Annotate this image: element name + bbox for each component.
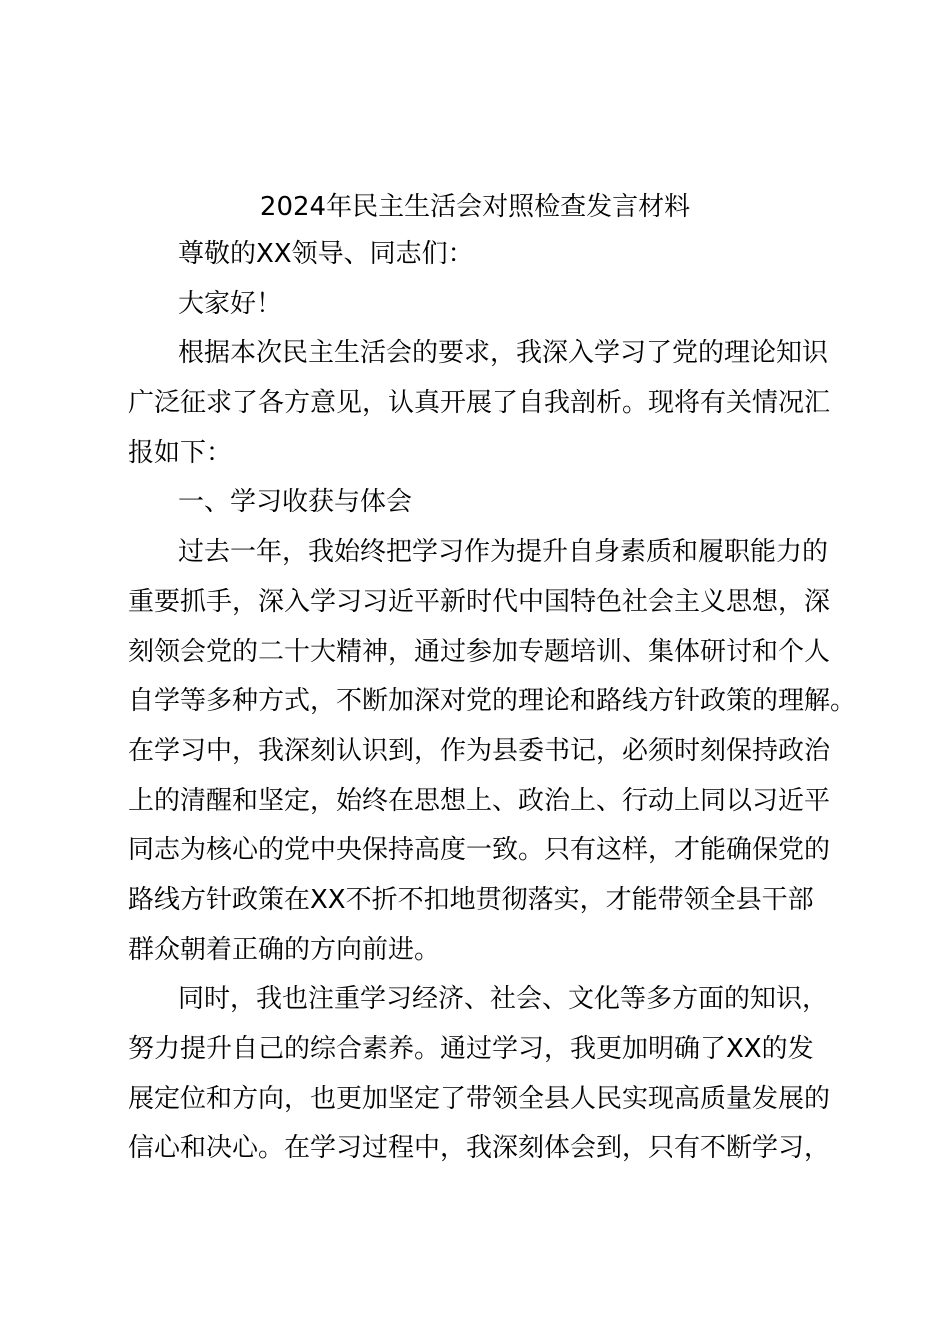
text-line: 重要抓手，深入学习习近平新时代中国特色社会主义思想，深 bbox=[128, 586, 831, 617]
text-line: 过去一年，我始终把学习作为提升自身素质和履职能力的 bbox=[178, 537, 829, 568]
text-line: 上的清醒和坚定，始终在思想上、政治上、行动上同以习近平 bbox=[128, 785, 831, 816]
text-line: 一、学习收获与体会 bbox=[178, 487, 413, 518]
text-line: 群众朝着正确的方向前进。 bbox=[128, 934, 441, 965]
paragraph bbox=[128, 230, 838, 280]
paragraph bbox=[128, 280, 838, 330]
text-line: 同志为核心的党中央保持高度一致。只有这样，才能确保党的 bbox=[128, 835, 831, 866]
document-title: 2024年民主生活会对照检查发言材料 bbox=[259, 192, 691, 222]
text-line: 自学等多种方式，不断加深对党的理论和路线方针政策的理解。 bbox=[128, 686, 857, 717]
text-line: 同时，我也注重学习经济、社会、文化等多方面的知识， bbox=[178, 984, 829, 1015]
text-line: 努力提升自己的综合素养。通过学习，我更加明确了XX的发 bbox=[128, 1034, 814, 1064]
text-line: 刻领会党的二十大精神，通过参加专题培训、集体研讨和个人 bbox=[128, 636, 831, 667]
paragraph bbox=[128, 329, 838, 478]
paragraph bbox=[128, 478, 838, 528]
text-line: 广泛征求了各方意见，认真开展了自我剖析。现将有关情况汇 bbox=[128, 388, 831, 419]
text-line: 路线方针政策在XX不折不扣地贯彻落实，才能带领全县干部 bbox=[128, 884, 814, 915]
document-body bbox=[128, 230, 857, 1174]
text-line: 在学习中，我深刻认识到，作为县委书记，必须时刻保持政治 bbox=[128, 735, 831, 766]
text-line: 根据本次民主生活会的要求，我深入学习了党的理论知识 bbox=[178, 338, 829, 369]
text-line: 信心和决心。在学习过程中，我深刻体会到，只有不断学习， bbox=[128, 1133, 831, 1164]
text-line: 报如下： bbox=[128, 437, 233, 468]
text-line: 展定位和方向，也更加坚定了带领全县人民实现高质量发展的 bbox=[128, 1083, 831, 1114]
paragraph bbox=[128, 528, 857, 975]
text-line: 大家好！ bbox=[178, 288, 283, 319]
text-line: 尊敬的XX领导、同志们： bbox=[178, 239, 474, 269]
paragraph bbox=[128, 975, 838, 1174]
